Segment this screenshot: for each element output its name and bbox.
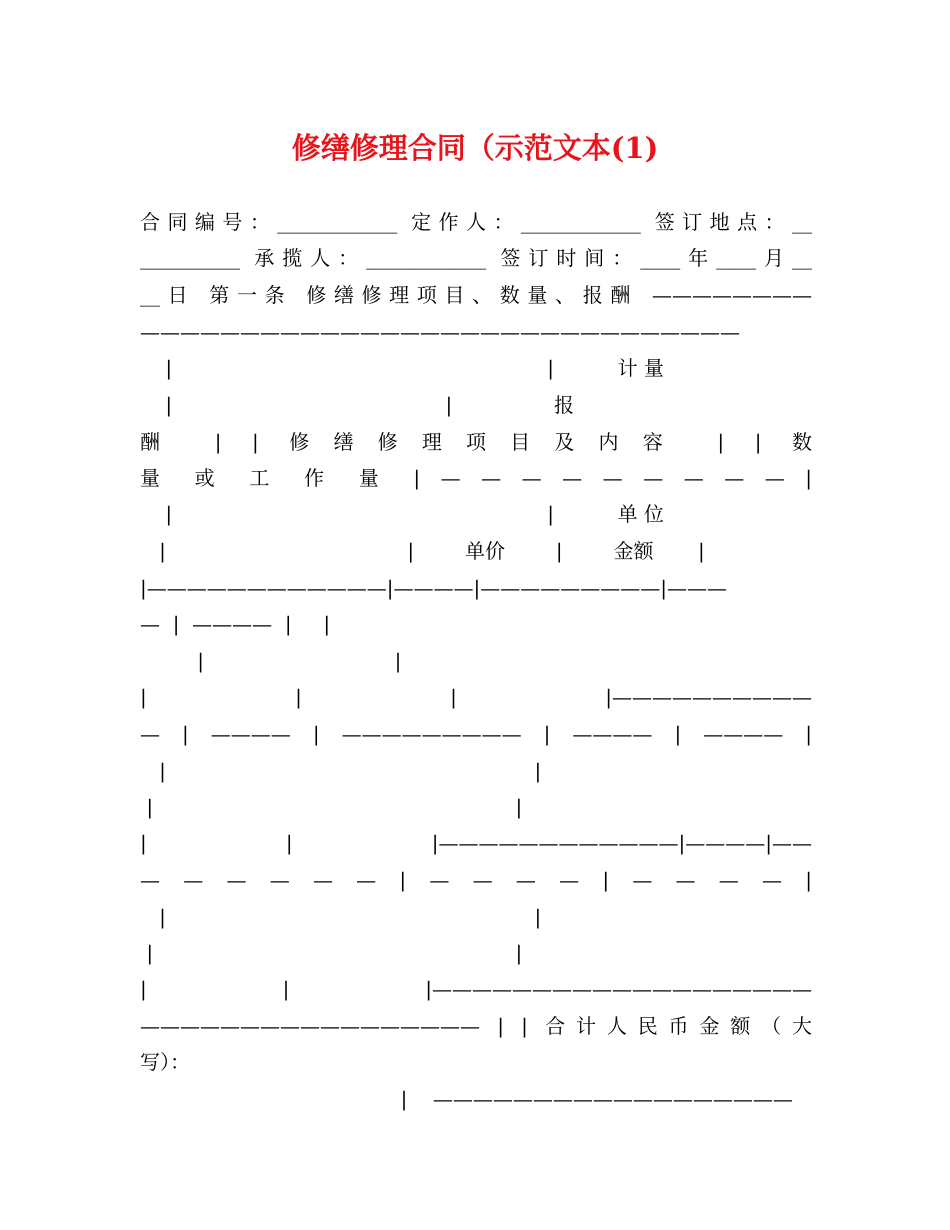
body-line: 合同编号：____________ 定作人：____________ 签订地点：__ <box>140 210 812 234</box>
body-line: | | |——————————————————— <box>140 977 812 1001</box>
body-line: —————————————————————————————— <box>140 320 740 344</box>
document-title: 修缮修理合同（示范文本(1) <box>291 131 659 165</box>
body-line: __日 第一条 修缮修理项目、数量、报酬 ———————— <box>140 283 812 307</box>
body-line: | | <box>140 795 523 819</box>
body-line: 写）： <box>140 1050 190 1074</box>
body-line: | | 单价 | 金额 | <box>140 539 705 563</box>
body-line: | | 报 <box>140 393 574 417</box>
body-line: ————————————————— | | 合计人民币金额（大 <box>140 1014 812 1038</box>
body-line: __________ 承揽人：____________ 签订时间：____年____月__ <box>140 246 812 270</box>
body-line: |————————————|————|—————————|——— <box>140 576 727 600</box>
body-line: 酬 | | 修缮修理项目及内容 | | 数 <box>140 430 812 454</box>
body-line: — — — — — — | — — — — | — — — — | <box>140 868 812 892</box>
body-line: | | <box>140 905 542 929</box>
body-line: — | ———— | ————————— | ———— | ———— | <box>140 722 812 746</box>
body-line: | | <box>140 649 402 673</box>
body-line: — | ———— | | <box>140 612 331 636</box>
body-line: | | |————————————|————|—— <box>140 831 812 855</box>
body-line: | —————————————————— <box>140 1087 793 1111</box>
body-line: 量 或 工 作 量 | — — — — — — — — — | <box>140 466 812 490</box>
body-line: | | 单 位 <box>140 502 664 526</box>
body-line: | | | |—————————— <box>140 685 812 709</box>
body-line: | | 计 量 <box>140 356 664 380</box>
body-line: | | <box>140 941 523 965</box>
body-line: | | <box>140 759 542 783</box>
